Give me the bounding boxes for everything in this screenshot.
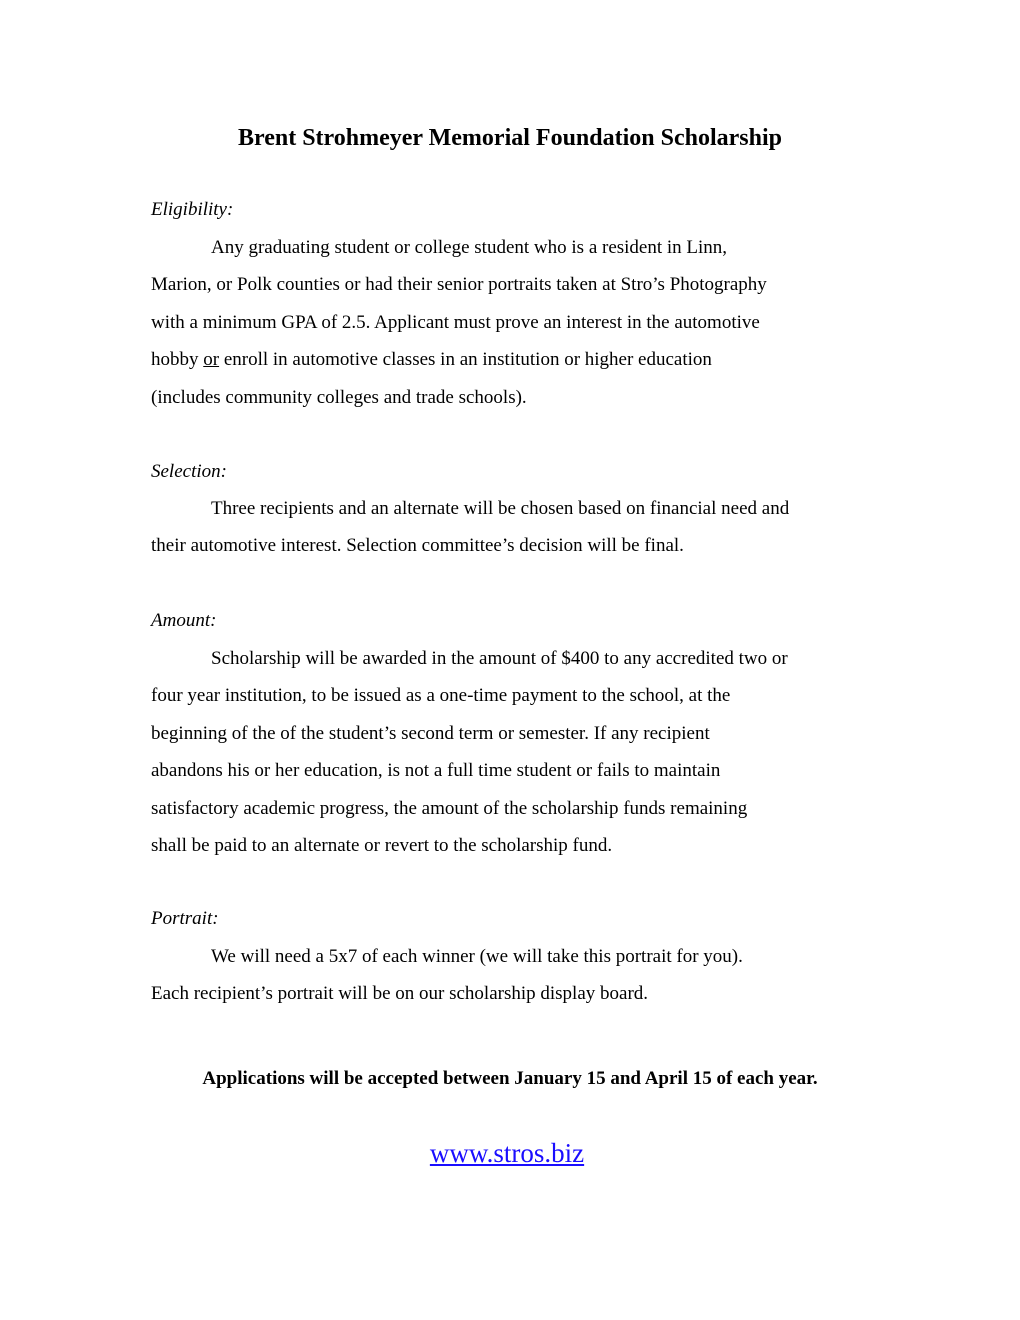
selection-line: Three recipients and an alternate will be chosen based on financial need and xyxy=(211,498,790,519)
eligibility-line xyxy=(151,341,881,378)
website-link-container xyxy=(0,1136,1014,1170)
eligibility-line: (includes community colleges and trade schools). xyxy=(151,386,527,408)
eligibility-line: Marion, or Polk counties or had their senior portraits taken at Stro’s Photography xyxy=(151,274,767,296)
eligibility-line-text: enroll in automotive classes in an institution or higher education xyxy=(219,349,712,371)
eligibility-line: Any graduating student or college student who is a resident in Linn, xyxy=(211,237,728,258)
selection-heading: Selection: xyxy=(151,461,227,482)
portrait-heading: Portrait: xyxy=(151,908,219,929)
portrait-line: We will need a 5x7 of each winner (we will take this portrait for you). xyxy=(211,946,743,967)
selection-line: their automotive interest. Selection committee’s decision will be final. xyxy=(151,535,684,557)
application-dates-notice: Applications will be accepted between January 15 and April 15 of each year. xyxy=(202,1068,818,1089)
eligibility-heading: Eligibility: xyxy=(151,199,234,220)
eligibility-line: with a minimum GPA of 2.5. Applicant must prove an interest in the automotive xyxy=(151,311,760,333)
eligibility-paragraph xyxy=(151,229,881,416)
underlined-or: or xyxy=(203,349,220,371)
portrait-line: Each recipient’s portrait will be on our scholarship display board. xyxy=(151,983,649,1005)
portrait-paragraph xyxy=(151,938,881,1013)
amount-line: beginning of the of the student’s second term or semester. If any recipient xyxy=(151,722,710,744)
amount-line: four year institution, to be issued as a one-time payment to the school, at the xyxy=(151,685,731,707)
amount-line: abandons his or her education, is not a full time student or fails to maintain xyxy=(151,760,721,782)
amount-paragraph xyxy=(151,640,881,864)
amount-line: satisfactory academic progress, the amount of the scholarship funds remaining xyxy=(151,797,748,819)
amount-heading: Amount: xyxy=(151,610,217,631)
document-title: Brent Strohmeyer Memorial Foundation Scholarship xyxy=(237,125,782,151)
website-link[interactable]: www.stros.biz xyxy=(429,1138,585,1168)
amount-line: Scholarship will be awarded in the amount of $400 to any accredited two or xyxy=(211,648,788,669)
amount-line: shall be paid to an alternate or revert to the scholarship fund. xyxy=(151,835,613,857)
eligibility-line-text: hobby xyxy=(151,349,204,371)
selection-paragraph xyxy=(151,490,881,565)
